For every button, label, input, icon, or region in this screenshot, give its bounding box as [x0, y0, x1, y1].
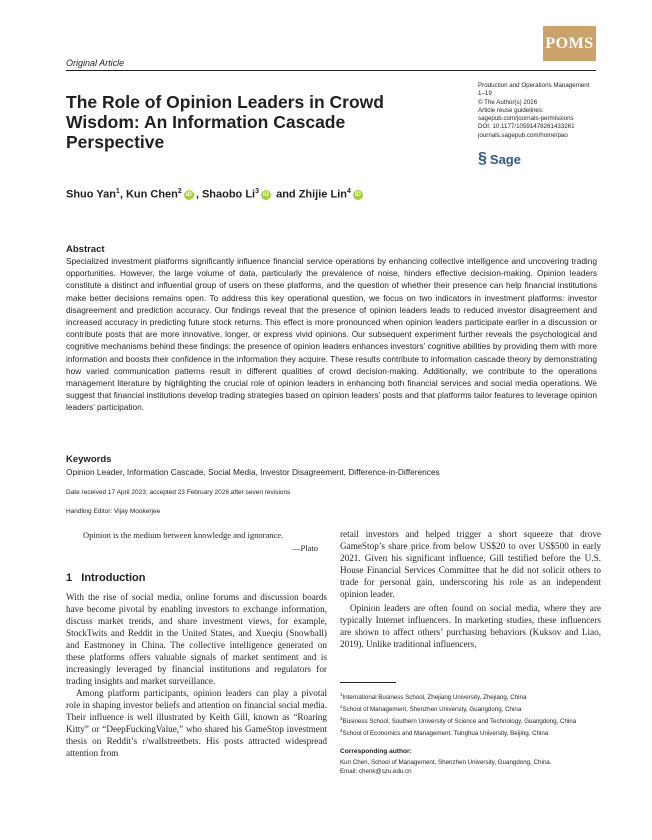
- footnote-item: [340, 726, 602, 738]
- right-column-body: [340, 528, 601, 650]
- page-range: 1–19: [478, 90, 492, 98]
- footnote-number: 1: [340, 692, 343, 697]
- author-affiliation-marker: 4: [346, 188, 351, 195]
- footnote-text: School of Management, Shenzhen University, Guangdong, China: [342, 706, 522, 714]
- keywords-text: Opinion Leader, Information Cascade, Social Media, Investor Disagreement, Difference-in-Differences: [66, 467, 440, 477]
- corresponding-author-address: Kun Chen, School of Management, Shenzhen University, Guangdong, China.: [340, 759, 552, 766]
- section-heading-introduction: 1 Introduction: [66, 572, 146, 584]
- author-list: [66, 188, 365, 201]
- footnote-item: [340, 702, 602, 714]
- journal-logo: POMS: [543, 26, 596, 61]
- doi[interactable]: DOI: 10.1177/10591478261433261: [478, 123, 575, 131]
- journal-home-link[interactable]: journals.sagepub.com/home/pao: [478, 131, 568, 139]
- author-name: Zhijie Lin: [298, 188, 347, 201]
- journal-meta: [478, 82, 608, 140]
- abstract-text: Specialized investment platforms significantly influence financial service operations by enhancing collective intelligence and uncovering trading opportunities. However, the large volume of data, particularly the prevalence of noise, hinders effective decision-making. Opinion leaders constitute a distinct and influential group of users on these platforms, and the question of whether their presence can help financial institutions make better decisions remains open. To address this key operational question, we focus on two indicators in investment platforms: investor disagreement and prediction accuracy. Our findings reveal that the presence of opinion leaders leads to reduced investor disagreement and increased accuracy in predicting future stock returns. This effect is more pronounced when opinion leaders participate earlier in a discussion or contribute posts that are more innovative, longer, or express vivid opinions. Our subsequent experiment further reveals the psychological and cognitive mechanisms behind these findings: the presence of opinion leaders enhances investors’ cognitive abilities by providing them with more information and boosts their confidence in the information they acquire. These results contribute to information cascade theory by demonstrating how varied communication patterns result in different qualities of crowd decision-making. Additionally, we contribute to the operations management literature by highlighting the crucial role of opinion leaders in enhancing both financial services and social media operations. We suggest that financial institutions develop trading strategies based on opinion leaders’ posts and that platforms tailor features to leverage opinion leaders’ participation.: [66, 256, 597, 413]
- article-title: The Role of Opinion Leaders in Crowd Wisdom: An Information Cascade Perspective: [66, 92, 384, 152]
- footnote-number: 4: [340, 728, 343, 734]
- date-received: Date received 17 April 2023; accepted 23 February 2026 after seven revisions: [66, 489, 291, 496]
- epigraph-quote: Opinion is the medium between knowledge and ignorance.: [83, 530, 284, 540]
- author-name: Shaobo Li: [201, 188, 256, 201]
- abstract-heading: Abstract: [66, 244, 105, 255]
- author-name: Shuo Yan: [66, 188, 116, 201]
- author-separator: and: [273, 188, 299, 201]
- paragraph: Opinion leaders are often found on social media, where they are typically Internet influencers. In marketing studies, these influencers are shown to affect others’ purchasing behaviors (Kuksov and Liao, 2019). Unlike traditional influencers,: [340, 603, 601, 649]
- corresponding-author-details: [340, 758, 551, 776]
- corresponding-author-email[interactable]: Email: chenk@szu.edu.cn: [340, 768, 412, 775]
- author-affiliation-marker: 1: [115, 188, 120, 195]
- footnote-divider: [340, 682, 396, 683]
- author-separator: ,: [195, 188, 202, 201]
- left-column-body: [66, 591, 327, 759]
- footnote-number: 2: [340, 704, 343, 710]
- orcid-icon[interactable]: iD: [185, 191, 192, 198]
- reuse-guidelines-label: Article reuse guidelines:: [478, 106, 544, 114]
- paragraph: Among platform participants, opinion leaders can play a pivotal role in shaping investor beliefs and attention on financial social media. Their influence is well illustrated by Keith Gill, known as “Roaring Kitty” or “DeepFuckingValue,” who shared his GameStop investment thesis on Reddit’s r/wallstreetbets. His posts attracted widespread attention from: [66, 688, 327, 758]
- footnote-text: Business School, Southern University of Science and Technology, Guangdong, China: [342, 718, 577, 726]
- author-name: Kun Chen: [125, 188, 178, 201]
- handling-editor: Handling Editor: Vijay Mookerjee: [66, 508, 161, 515]
- paragraph: With the rise of social media, online forums and discussion boards have become pivotal by enabling investors to exchange information, discuss market trends, and share investment views, for example, StockTwits and Reddit in the United States, and Xueqiu (Snowball) and Eastmoney in China. The collective intelligence generated on these platforms offers valuable signals of market sentiment and is increasingly leveraged by financial institutions and regulators for trading insights and market surveillance.: [66, 592, 327, 686]
- orcid-icon[interactable]: iD: [263, 191, 270, 198]
- paragraph: retail investors and helped trigger a short squeeze that drove GameStop’s share price from below US$20 to over US$500 in early 2021. Given his significant influence, Gill testified before the U.S. House Financial Services Committee that he did not solicit others to trade for personal gain, underscoring his role as an independent opinion leader.: [340, 529, 601, 599]
- epigraph-attribution: —Plato: [292, 543, 318, 553]
- corresponding-author-heading: Corresponding author:: [340, 748, 412, 755]
- footnote-number: 3: [340, 716, 343, 722]
- keywords-heading: Keywords: [66, 454, 112, 465]
- permissions-link[interactable]: sagepub.com/journals-permissions: [478, 115, 574, 123]
- orcid-icon[interactable]: iD: [354, 191, 361, 198]
- footnote-text: International Business School, Zhejiang University, Zhejiang, China: [342, 694, 527, 702]
- journal-name: Production and Operations Management: [478, 82, 590, 89]
- footnote-item: [340, 714, 602, 726]
- affiliation-footnotes: [340, 690, 602, 738]
- publisher-name: Sage: [489, 151, 521, 167]
- footnote-text: School of Economics and Management, Tsinghua University, Beijing, China: [342, 730, 549, 738]
- footnote-item: [340, 690, 602, 702]
- sage-s-icon: §: [478, 150, 487, 167]
- copyright: © The Author(s) 2026: [478, 98, 538, 106]
- author-affiliation-marker: 3: [255, 188, 260, 195]
- publisher-logo: [478, 150, 521, 168]
- header-divider: [66, 70, 596, 71]
- article-type-label: Original Article: [66, 58, 125, 68]
- author-affiliation-marker: 2: [177, 188, 182, 195]
- author-separator: ,: [119, 188, 126, 201]
